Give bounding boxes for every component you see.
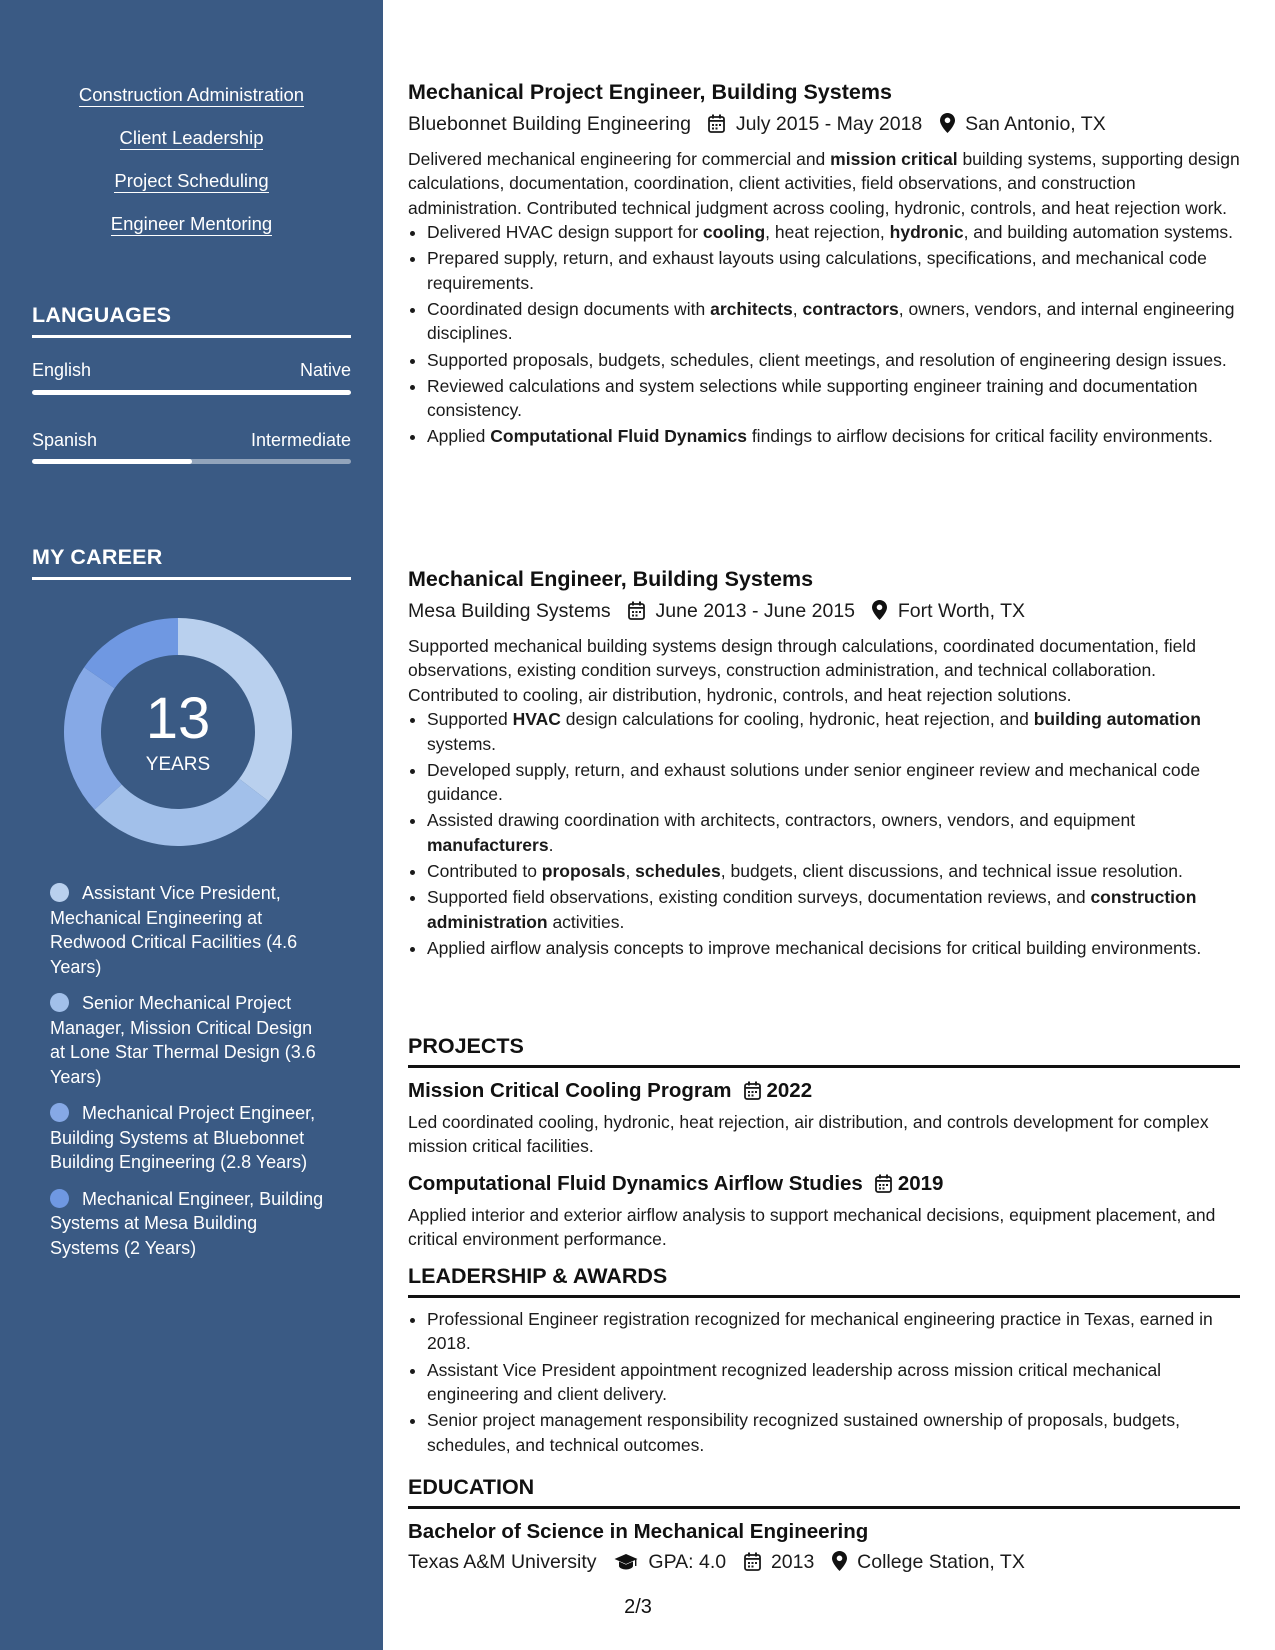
skills-list	[0, 84, 383, 256]
job-bullet: • Supported field observations, existing condition surveys, documentation reviews, and construction administration activities.	[427, 885, 1240, 934]
skill-item: Project Scheduling	[114, 170, 269, 191]
calendar-icon	[875, 1174, 892, 1200]
project-title: Mission Critical Cooling Program 2022	[408, 1078, 1240, 1107]
calendar-icon	[628, 601, 645, 626]
job-bullets	[427, 220, 1240, 449]
projects-heading: PROJECTS	[408, 1033, 1240, 1068]
project-description: Applied interior and exterior airflow analysis to support mechanical decisions, equipment placement, and critical environment performance.	[408, 1204, 1216, 1250]
job-title: Mechanical Project Engineer, Building Systems	[408, 80, 892, 104]
career-heading: MY CAREER	[32, 544, 351, 580]
career-total-years: 13	[145, 686, 211, 751]
company-name: Mesa Building Systems	[408, 600, 611, 622]
page-number: 2/3	[624, 1596, 652, 1618]
company-name: Bluebonnet Building Engineering	[408, 113, 691, 135]
job-dates: June 2013 - June 2015	[655, 600, 856, 622]
language-bar	[32, 390, 351, 395]
job-bullet: • Prepared supply, return, and exhaust layouts using calculations, specifications, and mechanical code requirements.	[427, 246, 1240, 295]
career-years-label: YEARS	[145, 754, 211, 775]
school-name: Texas A&M University	[408, 1551, 597, 1573]
language-bar-fill	[32, 390, 351, 395]
job-bullet: • Coordinated design documents with architects, contractors, owners, vendors, and internal engineering disciplines.	[427, 297, 1240, 346]
language-name: English	[32, 360, 92, 380]
award-item: • Professional Engineer registration recognized for mechanical engineering practice in Texas, earned in 2018.	[427, 1307, 1240, 1356]
job-description: Delivered mechanical engineering for commercial and mission critical building systems, supporting design calculations, documentation, coordination, client activities, field observations, and construction administration. Contributed technical judgment across cooling, hydronic, controls, and heat rejection work.	[408, 149, 1240, 218]
school-location: College Station, TX	[857, 1551, 1025, 1573]
education-meta	[408, 1550, 1240, 1577]
legend-dot	[50, 1189, 69, 1208]
education-heading: EDUCATION	[408, 1474, 1240, 1509]
award-item: • Assistant Vice President appointment recognized leadership across mission critical mechanical engineering and client delivery.	[427, 1358, 1240, 1407]
degree-title: Bachelor of Science in Mechanical Engineering	[408, 1520, 869, 1543]
projects-section	[408, 1033, 1240, 1252]
skill-item: Client Leadership	[119, 127, 264, 148]
skill-item: Engineer Mentoring	[110, 213, 273, 234]
sidebar	[0, 0, 383, 1650]
career-legend-item: Mechanical Project Engineer, Building Systems at Bluebonnet Building Engineering (2.8 Years)	[50, 1103, 316, 1172]
career-legend-item: Assistant Vice President, Mechanical Engineering at Redwood Critical Facilities (4.6 Years)	[50, 883, 298, 977]
calendar-icon	[744, 1552, 761, 1577]
skill-item: Construction Administration	[78, 84, 305, 105]
language-name: Spanish	[32, 430, 98, 450]
graduation-year: 2013	[770, 1551, 815, 1573]
language-row	[32, 359, 351, 381]
job-bullet: • Delivered HVAC design support for cooling, heat rejection, hydronic, and building automation systems.	[427, 220, 1240, 244]
graduation-cap-icon	[614, 1553, 638, 1577]
job-location: San Antonio, TX	[965, 113, 1106, 135]
location-pin-icon	[940, 113, 955, 139]
job-entry	[408, 566, 1240, 962]
calendar-icon	[708, 114, 725, 139]
job-bullet: • Supported proposals, budgets, schedules, client meetings, and resolution of engineering design issues.	[427, 348, 1240, 372]
job-bullet: • Supported HVAC design calculations for cooling, hydronic, heat rejection, and building automation systems.	[427, 707, 1240, 756]
language-bar-fill	[32, 459, 192, 464]
project-year: 2022	[766, 1079, 813, 1102]
language-bar	[32, 459, 351, 464]
project-year: 2019	[897, 1171, 944, 1195]
location-pin-icon	[832, 1551, 847, 1577]
job-meta	[408, 112, 1240, 139]
job-bullet: • Contributed to proposals, schedules, budgets, client discussions, and technical issue resolution.	[427, 859, 1240, 883]
career-legend-item: Mechanical Engineer, Building Systems at Mesa Building Systems (2 Years)	[50, 1188, 324, 1258]
job-bullet: • Assisted drawing coordination with architects, contractors, owners, vendors, and equipment manufacturers.	[427, 808, 1240, 857]
legend-dot	[50, 993, 69, 1012]
project-title: Computational Fluid Dynamics Airflow Studies 2019	[408, 1171, 1240, 1200]
donut-segment-2	[95, 779, 269, 846]
job-bullet: • Applied airflow analysis concepts to improve mechanical decisions for critical building environments.	[427, 936, 1240, 960]
job-bullet: • Developed supply, return, and exhaust solutions under senior engineer review and mechanical code guidance.	[427, 758, 1240, 807]
job-meta	[408, 599, 1240, 626]
job-dates: July 2015 - May 2018	[735, 113, 923, 135]
project-entry	[408, 1078, 1240, 1159]
legend-dot	[50, 1103, 69, 1122]
legend-dot	[50, 883, 69, 902]
job-entry	[408, 79, 1240, 451]
education-section	[408, 1474, 1240, 1577]
location-pin-icon	[872, 600, 887, 626]
language-level: Native	[299, 360, 351, 380]
career-legend-item: Senior Mechanical Project Manager, Mission Critical Design at Lone Star Thermal Design (3.6 Years)	[50, 993, 316, 1087]
career-legend	[50, 881, 330, 1272]
project-description: Led coordinated cooling, hydronic, heat rejection, air distribution, and controls development for complex mission critical facilities.	[408, 1112, 1209, 1157]
job-bullets	[427, 707, 1240, 960]
awards-list	[427, 1307, 1240, 1457]
calendar-icon	[744, 1081, 761, 1107]
language-row	[32, 429, 351, 451]
language-level: Intermediate	[250, 430, 351, 450]
awards-heading: LEADERSHIP & AWARDS	[408, 1263, 1240, 1298]
gpa: GPA: 4.0	[648, 1551, 727, 1573]
job-description: Supported mechanical building systems design through calculations, coordinated documentation, field observations, existing condition surveys, construction administration, and technical collaboration. Contributed to cooling, air distribution, hydronic, controls, and heat rejection solutions.	[408, 636, 1196, 705]
job-bullet: • Reviewed calculations and system selections while supporting engineer training and documentation consistency.	[427, 374, 1240, 423]
job-location: Fort Worth, TX	[897, 600, 1025, 622]
award-item: • Senior project management responsibility recognized sustained ownership of proposals, budgets, schedules, and technical outcomes.	[427, 1408, 1240, 1457]
job-title: Mechanical Engineer, Building Systems	[408, 567, 814, 591]
project-entry	[408, 1171, 1240, 1252]
job-bullet: • Applied Computational Fluid Dynamics findings to airflow decisions for critical facility environments.	[427, 424, 1240, 448]
languages-heading: LANGUAGES	[32, 302, 351, 338]
awards-section	[408, 1263, 1240, 1459]
